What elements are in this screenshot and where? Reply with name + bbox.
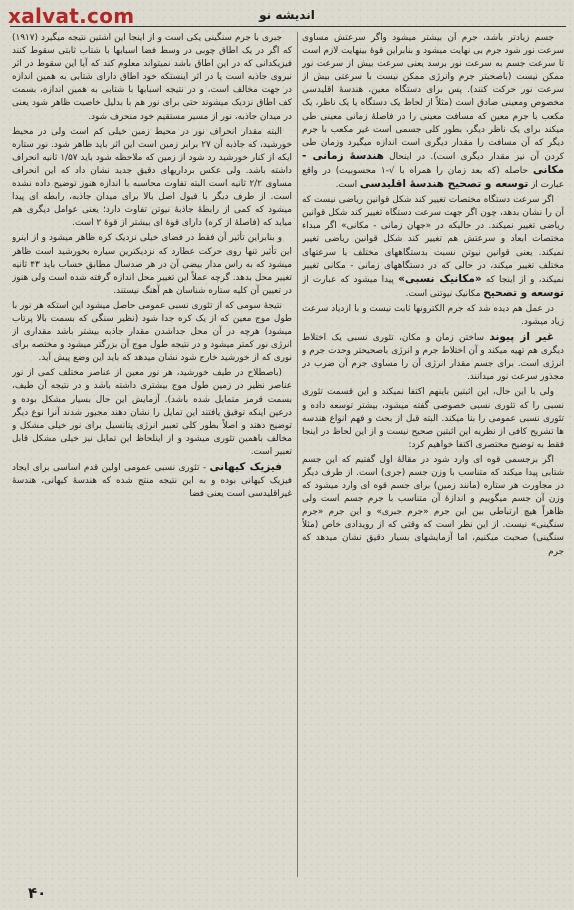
running-head: اندیشه نو xyxy=(259,8,315,22)
paragraph: البته مقدار انحراف نور در محیط زمین خیلی کم است ولی در محیط خورشید، که جاذبه آن ۲۷ برابر زمین است این اثر باید ظاهر شود. نور ستاره ایکه از کنار خورشید رد شود از زمین که ملاحظه شود باید ۱/۵۷ ثانیه انحراف داشته باشد. ولی عکس برداریهای دقیق جدید نشان داد که این انحراف مساوی ۲/۲ ثانیه است البته تفاوت محاسبه با اندازه هنوز توضیح داده نشده است. از طرف دیگر با قبول اصل بالا برای میدان جاذبه، رابطه ای پیدا میشود که کمی از رابطهٔ جاذبهٔ نیوتن تفاوت دارد؛ یعنی عوامل دیگری هم میاید که (فاصلهٔ از کره) دارای قوهٔ ای بیشتر از قوهٔ ۲ است. xyxy=(12,126,292,229)
column-divider xyxy=(297,32,298,877)
paragraph: ولی با این حال، این اثبتین باینهم اکتفا نمیکند و این قسمت تئوری نسبی را که تئوری نسبی خصوصی گفته میشود، بیشتر توسعه داده و تئوری نسبی عمومی را بنا میکند. البته قبل از بحث و فهم انواع هندسه ها تشریح کافی از نظریه این اثبتین صحیح نیست و از این لحاظ در اینجا فقط به توضیح مختصری اکتفا خواهیم کرد: xyxy=(302,387,564,450)
paragraph: جسم زیادتر باشد، جرم آن بیشتر میشود واگر سرعتش مساوی سرعت نور شود جرم بی نهایت میشود و بنابراین قوهٔ بینهایت لازم است تا سرعت جسم به سرعت نور برسد یعنی سرعت بیش از سرعت نور ممکن نیست (باصحبتر جرم وانرژی ممکن نیست با سرعتی بیش از سرعت نور حرکت کنند). پس برای دستگاه معین، هندسهٔ اقلیدسی مخصوص ومعینی صادق است (مثلاً از لحاظ یک دستگاه یا یک ناظر، یک مکعب با جرم معین که مسافت معینی را در فاصلهٔ زمانی معینی طی میکند برای یک ناظر دیگر، بطور کلی جسمی است غیر مکعب با جرم دیگر که آن مسافت را مقدار دیگری است اندازه میگیرد وزمان طی کردن آن نیز مقدار دیگری است). در اینحال هندسهٔ زمانی - مکانی حاصله (که بعد زمان را همراه با √-۱ محسوبیت) در واقع عبارت از توسعه و تصحیح هندسهٔ اقلیدسی است. xyxy=(302,33,564,191)
paragraph: غیر از پیوند ساختن زمان و مکان، تئوری نسبی یک اختلاط دیگری هم تهیه میکند و آن اختلاط جرم و انرژی باصحیحتر وحدت جرم و انرژی است. برای جسم مقدار انرژی آن را مساوی جرم آن ضرب در مجذور سرعت نور میدانند. xyxy=(302,331,564,383)
page-number: ۴۰ xyxy=(28,884,47,902)
site-watermark: xalvat.com xyxy=(8,4,135,28)
paragraph: جبری با جرم سنگینی یکی است و از اینجا این اشتین نتیجه میگیرد (۱۹۱۷) که اگر در یک اطاق چوبی در وسط فضا اسبابها با شتاب ثابتی سقوط کنند فیزیکدانی که در این اطاق باشد نمیتواند معلوم کند که آیا این سقوط در اثر نیروی جاذبه است یا در اثر اینستکه خود اطاق دارای شتابی به همین اندازه در جهت مخالف است، و در نتیجه اسبابها با شتابی به همین اندازه، بسمت کف اطاق نزدیک میشوند حتی برای نور هم با بدلیل خاصیت ظاهر شود یعنی در میدان جاذبه، نور از مسیر مستقیم خود منحرف شود. xyxy=(12,33,292,122)
paragraph: اگر برجسمی قوه ای وارد شود در مقالهٔ اول گفتیم که این جسم شتابی پیدا میکند که متناسب با وزن جسم (جری) است. از طرف دیگر در مجاورت هر ستاره (مانند زمین) برای جسم قوه ای وارد میشود که وزن آن جسم میگوییم و اندازهٔ آن متناسب با جرم جسم است ولی ظاهراً هیچ ارتباطی بین این جرم «جرم جبری» و این جرم «جرم سنگینی» نیست. از این نظر است که وقتی که از رویدادی خاص (مثلاً سنگینی) صحبت میکنیم، اما آزمایشهای بسیار دقیق نشان میدهد که جرم xyxy=(302,454,564,557)
paragraph: و بنابراین تأثیر آن فقط در فضای خیلی نزدیک کره ظاهر میشود و از اینرو این تأثیر تنها روی حرکت عطارد که نزدیکترین سیاره بخورشید است ظاهر میشود که به راس مدار بیضی آن در هر صدسال مطابق حساب باید ۴۳ ثانیه تغییر محل بدهد. گرچه عملاً این تغییر محل اندازه گرفته شده است ولی هنوز در تعیین آن کلیه ستاره شناسان هم آهنگ نیستند. xyxy=(12,233,292,296)
right-column xyxy=(302,32,564,877)
paragraph: فیزیک کیهانی - تئوری نسبی عمومی اولین قدم اساسی برای ایجاد فیزیک کیهانی بوده و به این نتیجه منتج شده که هندسهٔ کیهانی، هندسهٔ غیراقلیدسی است یعنی فضا xyxy=(12,461,292,500)
paragraph: نتیجهٔ سومی که از تئوری نسبی عمومی حاصل میشود این استکه هر نور با طول موج معین که از یک کره جدا شود (نظیر سنگی که بسمت بالا پرتاب میشود) هرچه در آن محل جداشدن مقدار جاذبه بیشتر باشد مقداری از انرژی نور کمتر میشود و در نتیجه طول موج آن بزرگتر میشود و مختصه برای نوری که از خورشید خارج شود نشان میدهد که باید این وضع پیش آید. xyxy=(12,300,292,364)
paragraph: اگر سرعت دستگاه مختصات تغییر کند شکل قوانین ریاضی نیست که آن را نشان بدهد، چون اگر جهت سرعت دستگاه تغییر کند شکل قوانین ریاضی تغییر نمیکند. در حالیکه در «جهان زمانی - مکانی» اگر مبداء مختصات ابعاد و سرعتش هم تغییر کند شکل قوانین ریاضی تغییر نمیکند. یعنی قوانین نیوتن نسبت بدستگاههای مختلف با سرعتهای مختلف تغییر میکند، در حالی که در دستگاههای زمانی - مکانی تغییر نمیکند، و از اینجا که «مکانیک نسبی» پیدا میشود که عبارت از توسعه و تصحیح مکانیک نیوتنی است. xyxy=(302,195,564,299)
paragraph: (باصطلاح در طیف خورشید، هر نور معین از عناصر مختلف کمی از نور عناصر نظیر در زمین طول موج بیشتری داشته باشد و در نتیجه آن طیف، بسمت قرمز متمایل شده باشد). آزمایش این حال بسیار مشکل بوده و درعین اینکه توفیق یافتند این تمایل را نشان دهند مجبور شدند آنرا نوع دیگر توضیح دهند و اصلاً بطور کلی تعبیر انرژی پتانسیل برای نور خیلی مشکل و مخالف باهمین تئوری میشود و از اینلحاظ این تمایل نیز خیلی مشکل قابل تعبیر است. xyxy=(12,368,292,457)
paragraph: در عمل هم دیده شد که جرم الکترونها ثابت نیست و با ازدیاد سرعت زیاد میشود. xyxy=(302,303,564,327)
header-rule xyxy=(10,26,566,27)
left-column xyxy=(12,32,292,877)
